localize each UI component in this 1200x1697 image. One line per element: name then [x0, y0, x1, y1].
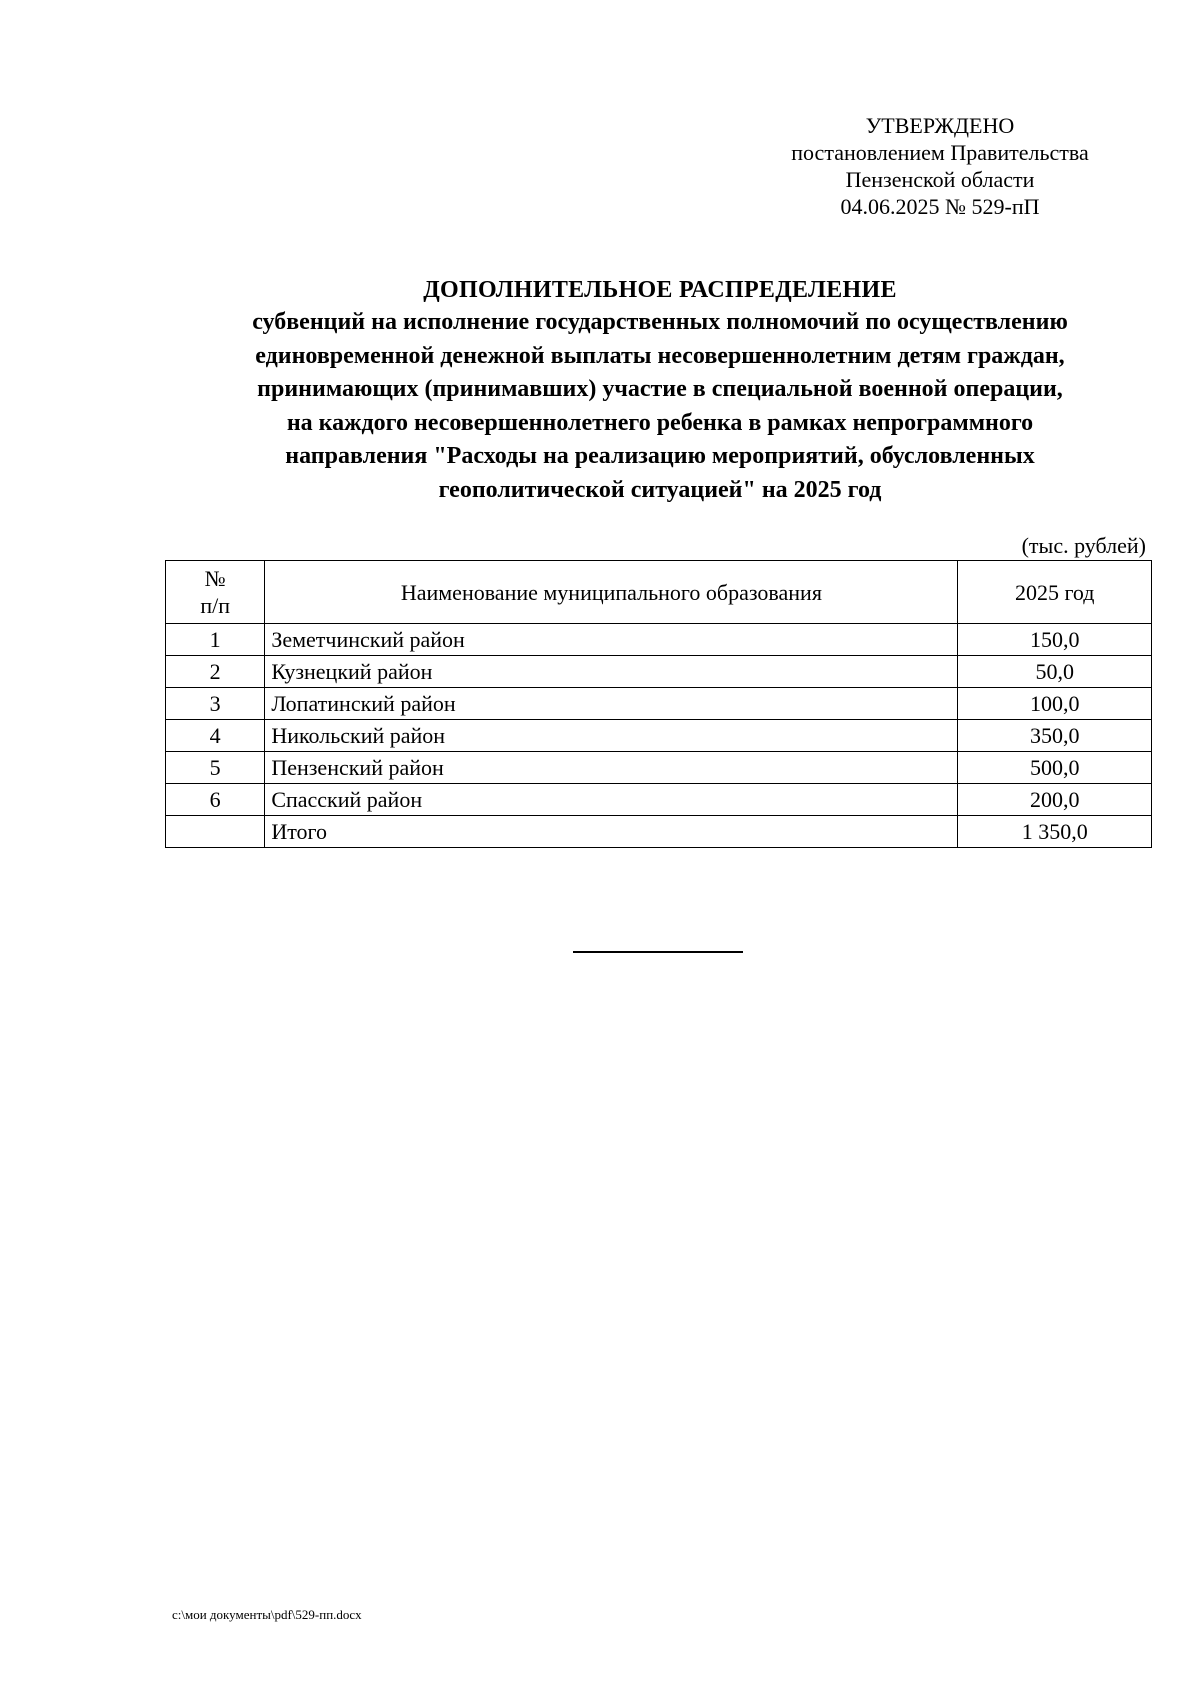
row-number: 5 — [166, 752, 265, 784]
title-sub-line: субвенций на исполнение государственных полномочий по осуществлению — [252, 309, 1068, 335]
header-number-symbol: № — [204, 566, 226, 591]
row-number: 3 — [166, 688, 265, 720]
distribution-table — [165, 560, 1152, 848]
title-sub-line: направления "Расходы на реализацию мероприятий, обусловленных — [285, 443, 1035, 469]
title-sub-line: единовременной денежной выплаты несовершеннолетним детям граждан, — [255, 342, 1065, 369]
table-row — [166, 688, 1152, 720]
file-path-footer: c:\мои документы\pdf\529-пп.docx — [172, 1607, 362, 1622]
approval-decree-line: постановлением Правительства — [791, 140, 1089, 165]
row-municipality: Земетчинский район — [265, 624, 958, 656]
document-title — [100, 274, 1200, 507]
row-number: 2 — [166, 656, 265, 688]
title-subtitle — [100, 306, 1200, 507]
approval-region-line: Пензенской области — [845, 167, 1035, 192]
row-amount: 150,0 — [958, 624, 1152, 656]
row-amount: 200,0 — [958, 784, 1152, 816]
units-label: (тыс. рублей) — [1021, 533, 1146, 558]
row-number: 4 — [166, 720, 265, 752]
row-municipality: Спасский район — [265, 784, 958, 816]
table-total-row — [166, 816, 1152, 848]
header-municipality: Наименование муниципального образования — [265, 561, 958, 624]
title-sub-line: принимающих (принимавших) участие в специальной военной операции, — [257, 376, 1063, 402]
table-row — [166, 784, 1152, 816]
row-amount: 50,0 — [958, 656, 1152, 688]
header-year: 2025 год — [958, 561, 1152, 624]
title-sub-line: геополитической ситуацией" на 2025 год — [438, 476, 882, 503]
table-row — [166, 656, 1152, 688]
row-municipality: Пензенский район — [265, 752, 958, 784]
row-municipality: Никольский район — [265, 720, 958, 752]
total-number — [166, 816, 265, 848]
table-row — [166, 720, 1152, 752]
approval-date-number: 04.06.2025 № 529-пП — [840, 194, 1040, 219]
header-number — [166, 561, 265, 624]
header-number-abbr: п/п — [200, 593, 230, 618]
table-row — [166, 624, 1152, 656]
table-row — [166, 752, 1152, 784]
total-amount: 1 350,0 — [958, 816, 1152, 848]
row-municipality: Кузнецкий район — [265, 656, 958, 688]
approval-stamp — [730, 112, 1150, 220]
row-number: 1 — [166, 624, 265, 656]
table-header-row — [166, 561, 1152, 624]
row-amount: 350,0 — [958, 720, 1152, 752]
approval-heading: УТВЕРЖДЕНО — [865, 113, 1015, 138]
row-municipality: Лопатинский район — [265, 688, 958, 720]
closing-divider — [573, 951, 743, 953]
title-main: ДОПОЛНИТЕЛЬНОЕ РАСПРЕДЕЛЕНИЕ — [423, 277, 897, 303]
row-amount: 500,0 — [958, 752, 1152, 784]
total-label: Итого — [265, 816, 958, 848]
row-amount: 100,0 — [958, 688, 1152, 720]
title-sub-line: на каждого несовершеннолетнего ребенка в рамках непрограммного — [286, 409, 1034, 436]
row-number: 6 — [166, 784, 265, 816]
